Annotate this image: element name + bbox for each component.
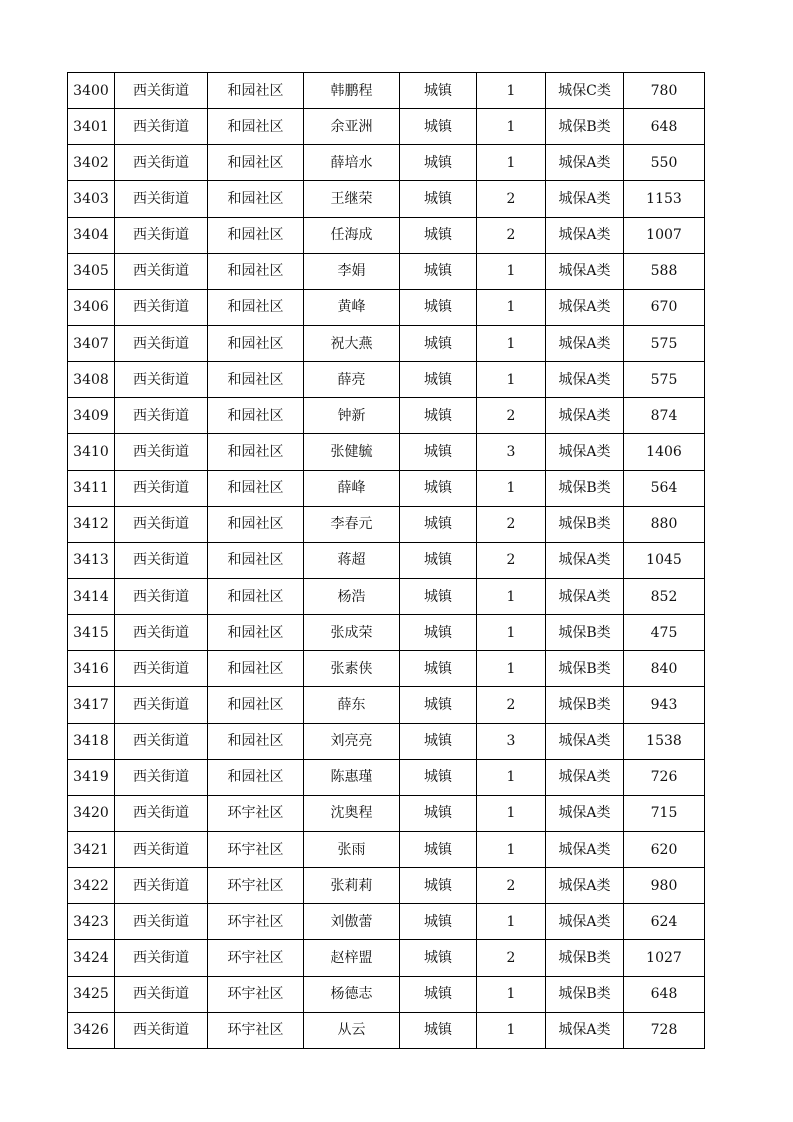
name-cell: 从云 (304, 1012, 400, 1048)
table-row (68, 904, 705, 940)
category-cell: 城保A类 (546, 253, 624, 289)
row-id-cell: 3402 (68, 145, 115, 181)
household-count-cell: 2 (477, 687, 546, 723)
row-id-cell: 3403 (68, 181, 115, 217)
name-cell: 刘傲蕾 (304, 904, 400, 940)
community-cell: 和园社区 (208, 434, 304, 470)
street-cell: 西关街道 (115, 976, 208, 1012)
area-type-cell: 城镇 (400, 434, 477, 470)
household-count-cell: 1 (477, 795, 546, 831)
category-cell: 城保A类 (546, 868, 624, 904)
household-count-cell: 1 (477, 651, 546, 687)
household-count-cell: 1 (477, 976, 546, 1012)
name-cell: 张雨 (304, 831, 400, 867)
street-cell: 西关街道 (115, 940, 208, 976)
name-cell: 余亚洲 (304, 109, 400, 145)
amount-cell: 564 (624, 470, 705, 506)
name-cell: 沈奥程 (304, 795, 400, 831)
community-cell: 和园社区 (208, 506, 304, 542)
area-type-cell: 城镇 (400, 940, 477, 976)
area-type-cell: 城镇 (400, 904, 477, 940)
amount-cell: 1027 (624, 940, 705, 976)
household-count-cell: 1 (477, 253, 546, 289)
name-cell: 祝大燕 (304, 325, 400, 361)
street-cell: 西关街道 (115, 687, 208, 723)
amount-cell: 475 (624, 615, 705, 651)
table-row (68, 434, 705, 470)
row-id-cell: 3421 (68, 831, 115, 867)
area-type-cell: 城镇 (400, 109, 477, 145)
amount-cell: 1153 (624, 181, 705, 217)
table-row (68, 759, 705, 795)
amount-cell: 980 (624, 868, 705, 904)
street-cell: 西关街道 (115, 542, 208, 578)
household-count-cell: 3 (477, 723, 546, 759)
category-cell: 城保A类 (546, 325, 624, 361)
row-id-cell: 3416 (68, 651, 115, 687)
category-cell: 城保B类 (546, 470, 624, 506)
street-cell: 西关街道 (115, 759, 208, 795)
category-cell: 城保A类 (546, 759, 624, 795)
amount-cell: 620 (624, 831, 705, 867)
area-type-cell: 城镇 (400, 542, 477, 578)
amount-cell: 852 (624, 578, 705, 614)
table-row (68, 470, 705, 506)
category-cell: 城保A类 (546, 831, 624, 867)
amount-cell: 780 (624, 73, 705, 109)
category-cell: 城保C类 (546, 73, 624, 109)
table-row (68, 831, 705, 867)
community-cell: 环宇社区 (208, 831, 304, 867)
street-cell: 西关街道 (115, 434, 208, 470)
community-cell: 和园社区 (208, 542, 304, 578)
area-type-cell: 城镇 (400, 398, 477, 434)
community-cell: 和园社区 (208, 253, 304, 289)
row-id-cell: 3409 (68, 398, 115, 434)
street-cell: 西关街道 (115, 831, 208, 867)
street-cell: 西关街道 (115, 1012, 208, 1048)
street-cell: 西关街道 (115, 578, 208, 614)
community-cell: 和园社区 (208, 687, 304, 723)
amount-cell: 1007 (624, 217, 705, 253)
street-cell: 西关街道 (115, 73, 208, 109)
row-id-cell: 3423 (68, 904, 115, 940)
table-row (68, 362, 705, 398)
roster-table (67, 72, 705, 1049)
street-cell: 西关街道 (115, 651, 208, 687)
row-id-cell: 3425 (68, 976, 115, 1012)
area-type-cell: 城镇 (400, 145, 477, 181)
community-cell: 和园社区 (208, 723, 304, 759)
table-row (68, 325, 705, 361)
table-row (68, 542, 705, 578)
name-cell: 刘亮亮 (304, 723, 400, 759)
category-cell: 城保A类 (546, 904, 624, 940)
amount-cell: 728 (624, 1012, 705, 1048)
table-row (68, 795, 705, 831)
name-cell: 李娟 (304, 253, 400, 289)
category-cell: 城保A类 (546, 542, 624, 578)
area-type-cell: 城镇 (400, 795, 477, 831)
category-cell: 城保B类 (546, 506, 624, 542)
area-type-cell: 城镇 (400, 181, 477, 217)
area-type-cell: 城镇 (400, 217, 477, 253)
category-cell: 城保A类 (546, 145, 624, 181)
community-cell: 和园社区 (208, 325, 304, 361)
table-row (68, 217, 705, 253)
street-cell: 西关街道 (115, 289, 208, 325)
row-id-cell: 3418 (68, 723, 115, 759)
amount-cell: 840 (624, 651, 705, 687)
amount-cell: 550 (624, 145, 705, 181)
amount-cell: 648 (624, 109, 705, 145)
name-cell: 黄峰 (304, 289, 400, 325)
name-cell: 赵梓盟 (304, 940, 400, 976)
household-count-cell: 2 (477, 181, 546, 217)
community-cell: 和园社区 (208, 615, 304, 651)
street-cell: 西关街道 (115, 723, 208, 759)
street-cell: 西关街道 (115, 615, 208, 651)
row-id-cell: 3411 (68, 470, 115, 506)
community-cell: 环宇社区 (208, 795, 304, 831)
name-cell: 薛培水 (304, 145, 400, 181)
household-count-cell: 1 (477, 904, 546, 940)
name-cell: 张莉莉 (304, 868, 400, 904)
street-cell: 西关街道 (115, 904, 208, 940)
community-cell: 环宇社区 (208, 868, 304, 904)
household-count-cell: 2 (477, 542, 546, 578)
street-cell: 西关街道 (115, 398, 208, 434)
table-row (68, 615, 705, 651)
row-id-cell: 3405 (68, 253, 115, 289)
row-id-cell: 3414 (68, 578, 115, 614)
community-cell: 和园社区 (208, 145, 304, 181)
amount-cell: 588 (624, 253, 705, 289)
table-row (68, 109, 705, 145)
category-cell: 城保B类 (546, 976, 624, 1012)
category-cell: 城保A类 (546, 1012, 624, 1048)
roster-body (68, 73, 705, 1049)
community-cell: 和园社区 (208, 759, 304, 795)
community-cell: 和园社区 (208, 398, 304, 434)
name-cell: 王继荣 (304, 181, 400, 217)
table-row (68, 578, 705, 614)
household-count-cell: 2 (477, 217, 546, 253)
category-cell: 城保A类 (546, 578, 624, 614)
amount-cell: 1538 (624, 723, 705, 759)
amount-cell: 1045 (624, 542, 705, 578)
street-cell: 西关街道 (115, 868, 208, 904)
row-id-cell: 3415 (68, 615, 115, 651)
community-cell: 和园社区 (208, 73, 304, 109)
street-cell: 西关街道 (115, 470, 208, 506)
community-cell: 和园社区 (208, 578, 304, 614)
street-cell: 西关街道 (115, 362, 208, 398)
area-type-cell: 城镇 (400, 868, 477, 904)
category-cell: 城保A类 (546, 398, 624, 434)
area-type-cell: 城镇 (400, 73, 477, 109)
name-cell: 陈惠瑾 (304, 759, 400, 795)
name-cell: 张成荣 (304, 615, 400, 651)
name-cell: 张素侠 (304, 651, 400, 687)
amount-cell: 943 (624, 687, 705, 723)
amount-cell: 575 (624, 325, 705, 361)
amount-cell: 874 (624, 398, 705, 434)
table-row (68, 289, 705, 325)
household-count-cell: 3 (477, 434, 546, 470)
row-id-cell: 3417 (68, 687, 115, 723)
household-count-cell: 1 (477, 289, 546, 325)
name-cell: 李春元 (304, 506, 400, 542)
household-count-cell: 1 (477, 470, 546, 506)
community-cell: 和园社区 (208, 217, 304, 253)
name-cell: 杨德志 (304, 976, 400, 1012)
row-id-cell: 3406 (68, 289, 115, 325)
row-id-cell: 3410 (68, 434, 115, 470)
amount-cell: 880 (624, 506, 705, 542)
row-id-cell: 3408 (68, 362, 115, 398)
table-row (68, 73, 705, 109)
amount-cell: 624 (624, 904, 705, 940)
household-count-cell: 1 (477, 615, 546, 651)
community-cell: 环宇社区 (208, 976, 304, 1012)
category-cell: 城保B类 (546, 651, 624, 687)
name-cell: 蒋超 (304, 542, 400, 578)
name-cell: 任海成 (304, 217, 400, 253)
household-count-cell: 2 (477, 398, 546, 434)
table-row (68, 1012, 705, 1048)
category-cell: 城保A类 (546, 362, 624, 398)
amount-cell: 575 (624, 362, 705, 398)
category-cell: 城保A类 (546, 217, 624, 253)
community-cell: 环宇社区 (208, 1012, 304, 1048)
table-row (68, 506, 705, 542)
household-count-cell: 1 (477, 325, 546, 361)
category-cell: 城保A类 (546, 289, 624, 325)
area-type-cell: 城镇 (400, 362, 477, 398)
household-count-cell: 2 (477, 506, 546, 542)
street-cell: 西关街道 (115, 253, 208, 289)
area-type-cell: 城镇 (400, 1012, 477, 1048)
household-count-cell: 1 (477, 759, 546, 795)
row-id-cell: 3426 (68, 1012, 115, 1048)
area-type-cell: 城镇 (400, 506, 477, 542)
area-type-cell: 城镇 (400, 578, 477, 614)
name-cell: 薛东 (304, 687, 400, 723)
community-cell: 和园社区 (208, 181, 304, 217)
row-id-cell: 3419 (68, 759, 115, 795)
area-type-cell: 城镇 (400, 651, 477, 687)
area-type-cell: 城镇 (400, 687, 477, 723)
area-type-cell: 城镇 (400, 253, 477, 289)
area-type-cell: 城镇 (400, 325, 477, 361)
household-count-cell: 2 (477, 940, 546, 976)
street-cell: 西关街道 (115, 325, 208, 361)
household-count-cell: 2 (477, 868, 546, 904)
community-cell: 和园社区 (208, 362, 304, 398)
name-cell: 张健毓 (304, 434, 400, 470)
category-cell: 城保B类 (546, 940, 624, 976)
community-cell: 环宇社区 (208, 940, 304, 976)
street-cell: 西关街道 (115, 181, 208, 217)
area-type-cell: 城镇 (400, 470, 477, 506)
street-cell: 西关街道 (115, 145, 208, 181)
household-count-cell: 1 (477, 831, 546, 867)
name-cell: 薛峰 (304, 470, 400, 506)
table-row (68, 940, 705, 976)
row-id-cell: 3420 (68, 795, 115, 831)
row-id-cell: 3404 (68, 217, 115, 253)
amount-cell: 715 (624, 795, 705, 831)
street-cell: 西关街道 (115, 217, 208, 253)
category-cell: 城保A类 (546, 795, 624, 831)
table-row (68, 723, 705, 759)
category-cell: 城保B类 (546, 615, 624, 651)
table-row (68, 651, 705, 687)
name-cell: 钟新 (304, 398, 400, 434)
category-cell: 城保A类 (546, 723, 624, 759)
category-cell: 城保B类 (546, 109, 624, 145)
amount-cell: 648 (624, 976, 705, 1012)
table-row (68, 976, 705, 1012)
community-cell: 和园社区 (208, 289, 304, 325)
amount-cell: 726 (624, 759, 705, 795)
table-row (68, 181, 705, 217)
street-cell: 西关街道 (115, 506, 208, 542)
community-cell: 和园社区 (208, 651, 304, 687)
street-cell: 西关街道 (115, 795, 208, 831)
area-type-cell: 城镇 (400, 289, 477, 325)
street-cell: 西关街道 (115, 109, 208, 145)
row-id-cell: 3401 (68, 109, 115, 145)
area-type-cell: 城镇 (400, 976, 477, 1012)
household-count-cell: 1 (477, 362, 546, 398)
table-row (68, 687, 705, 723)
row-id-cell: 3407 (68, 325, 115, 361)
household-count-cell: 1 (477, 109, 546, 145)
name-cell: 韩鹏程 (304, 73, 400, 109)
community-cell: 和园社区 (208, 109, 304, 145)
row-id-cell: 3400 (68, 73, 115, 109)
area-type-cell: 城镇 (400, 723, 477, 759)
category-cell: 城保B类 (546, 687, 624, 723)
row-id-cell: 3413 (68, 542, 115, 578)
row-id-cell: 3424 (68, 940, 115, 976)
amount-cell: 1406 (624, 434, 705, 470)
area-type-cell: 城镇 (400, 759, 477, 795)
area-type-cell: 城镇 (400, 615, 477, 651)
name-cell: 薛亮 (304, 362, 400, 398)
row-id-cell: 3412 (68, 506, 115, 542)
row-id-cell: 3422 (68, 868, 115, 904)
category-cell: 城保A类 (546, 181, 624, 217)
amount-cell: 670 (624, 289, 705, 325)
household-count-cell: 1 (477, 145, 546, 181)
table-row (68, 253, 705, 289)
name-cell: 杨浩 (304, 578, 400, 614)
area-type-cell: 城镇 (400, 831, 477, 867)
household-count-cell: 1 (477, 578, 546, 614)
category-cell: 城保A类 (546, 434, 624, 470)
table-row (68, 398, 705, 434)
household-count-cell: 1 (477, 1012, 546, 1048)
table-row (68, 868, 705, 904)
household-count-cell: 1 (477, 73, 546, 109)
community-cell: 环宇社区 (208, 904, 304, 940)
table-row (68, 145, 705, 181)
community-cell: 和园社区 (208, 470, 304, 506)
